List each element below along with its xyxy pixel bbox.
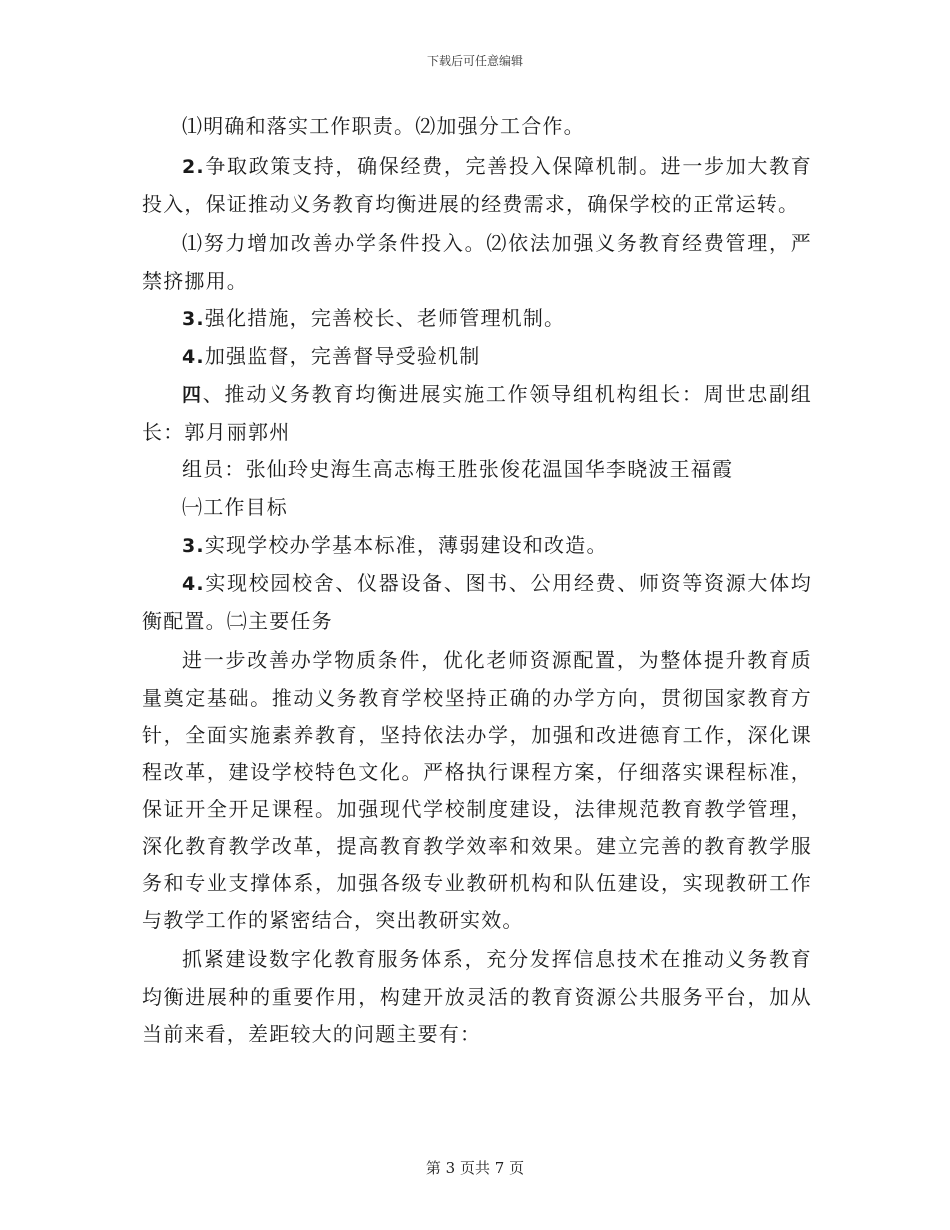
paragraph-text: 进一步改善办学物质条件，优化老师资源配置，为整体提升教育质量奠定基础。推动义务教育学校坚持正确的办学方向，贯彻国家教育方针，全面实施素养教育，坚持依法办学，加强和改进德育工作，深化课程改革，建设学校特色文化。严格执行课程方案，仔细落实课程标准，保证开全开足课程。加强现代学校制度建设，法律规范教育教学管理，深化教育教学改革，提高教育教学效率和效果。建立完善的教育教学服务和专业支撑体系，加强各级专业教研机构和队伍建设，实现教研工作与教学工作的紧密结合，突出教研实效。 <box>142 648 812 932</box>
paragraph-10 <box>142 565 812 640</box>
paragraph-5 <box>142 338 812 376</box>
paragraph-text: 、推动义务教育均衡进展实施工作领导组机构组长：周世忠副组长：郭月丽郭州 <box>142 382 812 444</box>
paragraph-text: 强化措施，完善校长、老师管理机制。 <box>204 306 566 330</box>
paragraph-number: 2. <box>182 156 205 178</box>
paragraph-number: 3. <box>182 308 205 330</box>
paragraph-7 <box>142 451 812 489</box>
paragraph-4 <box>142 300 812 338</box>
paragraph-2 <box>142 148 812 223</box>
paragraph-text: 实现学校办学基本标准，薄弱建设和改造。 <box>204 533 608 557</box>
paragraph-text: 加强监督，完善督导受验机制 <box>204 344 481 368</box>
document-body <box>142 108 812 1053</box>
paragraph-number: 4. <box>182 346 205 368</box>
paragraph-3 <box>142 225 812 300</box>
paragraph-1 <box>142 108 812 146</box>
paragraph-text: ⑴明确和落实工作职责。⑵加强分工合作。 <box>182 114 585 138</box>
paragraph-number: 四 <box>182 384 203 406</box>
paragraph-text: 抓紧建设数字化教育服务体系，充分发挥信息技术在推动义务教育均衡进展种的重要作用，构建开放灵活的教育资源公共服务平台，加从当前来看，差距较大的问题主要有： <box>142 947 812 1046</box>
paragraph-12 <box>142 941 812 1053</box>
paragraph-text: 实现校园校舍、仪器设备、图书、公用经费、师资等资源大体均衡配置。㈡主要任务 <box>142 571 812 633</box>
paragraph-text: 争取政策支持，确保经费，完善投入保障机制。进一步加大教育投入，保证推动义务教育均衡进展的经费需求，确保学校的正常运转。 <box>142 154 812 216</box>
page-footer: 第 3 页共 7 页 <box>425 1159 525 1177</box>
paragraph-6 <box>142 376 812 451</box>
paragraph-11 <box>142 642 812 939</box>
paragraph-text: ⑴努力增加改善办学条件投入。⑵依法加强义务教育经费管理，严禁挤挪用。 <box>142 231 812 293</box>
paragraph-text: ㈠工作目标 <box>182 495 288 519</box>
paragraph-8 <box>142 489 812 527</box>
paragraph-number: 4. <box>182 573 205 595</box>
page-header: 下载后可任意编辑 <box>426 54 523 68</box>
paragraph-9 <box>142 527 812 565</box>
paragraph-text: 组员：张仙玲史海生高志梅王胜张俊花温国华李晓波王福霞 <box>182 457 734 481</box>
paragraph-number: 3. <box>182 535 205 557</box>
